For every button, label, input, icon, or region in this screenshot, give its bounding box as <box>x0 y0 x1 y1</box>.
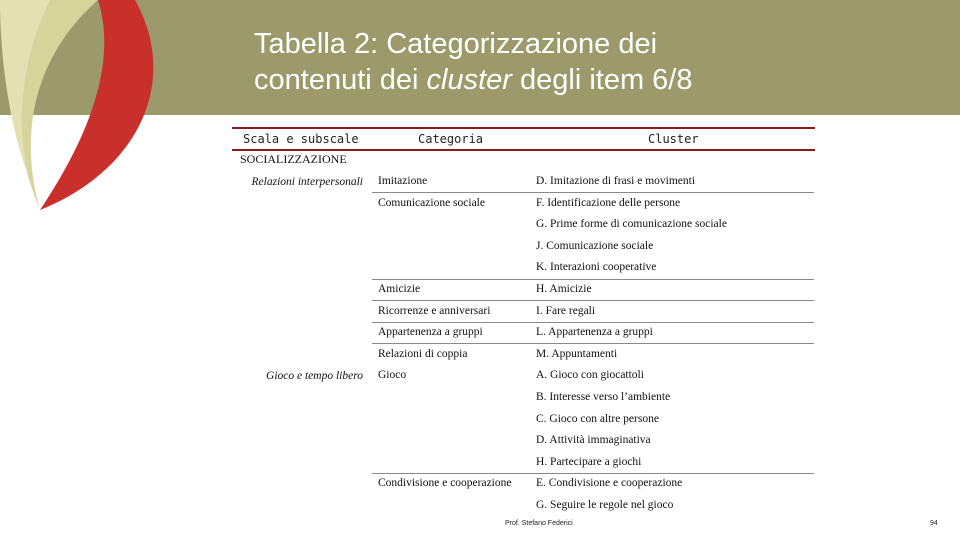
slide-title <box>254 26 692 98</box>
row-category: Relazioni di coppia <box>378 347 468 360</box>
row-category: Condivisione e cooperazione <box>378 477 512 490</box>
table-row <box>372 193 814 214</box>
table-row <box>372 214 814 235</box>
title-part-italic: cluster <box>426 64 512 96</box>
row-cluster: I. Fare regali <box>536 304 596 317</box>
table-row <box>372 171 814 192</box>
row-cluster: G. Prime forme di comunicazione sociale <box>536 218 727 231</box>
table-row <box>372 473 814 494</box>
row-cluster: E. Condivisione e cooperazione <box>536 477 683 490</box>
row-cluster: K. Interazioni cooperative <box>536 261 657 274</box>
subscale-gioco: Gioco e tempo libero <box>266 370 363 382</box>
footer-author: Prof. Stefano Federici <box>505 520 573 527</box>
row-cluster: D. Attività immaginativa <box>536 434 651 447</box>
row-cluster: H. Amicizie <box>536 283 592 295</box>
row-cluster: H. Partecipare a giochi <box>536 455 642 468</box>
title-line-2 <box>254 62 692 98</box>
header-category: Categoria <box>418 132 484 146</box>
header-cluster: Cluster <box>648 132 699 146</box>
table-top-rule <box>232 127 815 129</box>
row-cluster: A. Gioco con giocattoli <box>536 369 644 382</box>
table-row <box>372 495 814 516</box>
row-category: Appartenenza a gruppi <box>378 326 483 339</box>
title-line-1: Tabella 2: Categorizzazione dei <box>254 28 658 60</box>
row-cluster: B. Interesse verso l’ambiente <box>536 391 671 403</box>
row-category: Gioco <box>378 369 407 382</box>
table-row <box>372 279 814 300</box>
row-cluster: J. Comunicazione sociale <box>536 239 654 252</box>
table-row <box>372 301 814 322</box>
row-cluster: G. Seguire le regole nel gioco <box>536 499 674 511</box>
row-cluster: D. Imitazione di frasi e movimenti <box>536 175 696 187</box>
table-row <box>372 387 814 408</box>
table-row <box>372 430 814 451</box>
row-category: Comunicazione sociale <box>378 196 485 209</box>
row-cluster: M. Appuntamenti <box>536 347 618 360</box>
section-socializzazione: SOCIALIZZAZIONE <box>240 152 347 166</box>
table-row <box>372 257 814 278</box>
table-row <box>372 409 814 430</box>
title-part-post: degli item 6/8 <box>511 64 693 96</box>
row-category: Imitazione <box>378 175 428 187</box>
table-row <box>372 452 814 473</box>
header-scale: Scala e subscale <box>243 132 359 146</box>
page-number: 94 <box>930 520 938 527</box>
row-category: Ricorrenze e anniversari <box>378 304 491 317</box>
table-row <box>372 344 814 365</box>
table-row <box>372 322 814 343</box>
title-part-pre: contenuti dei <box>254 64 427 96</box>
subscale-relazioni: Relazioni interpersonali <box>251 176 363 188</box>
table-row <box>372 365 814 386</box>
row-cluster: C. Gioco con altre persone <box>536 412 659 425</box>
row-category: Amicizie <box>378 283 421 295</box>
decorative-swoosh <box>0 0 240 220</box>
row-cluster: L. Appartenenza a gruppi <box>536 326 653 339</box>
table-header-rule <box>232 149 815 151</box>
row-cluster: F. Identificazione delle persone <box>536 196 681 209</box>
table-row <box>372 236 814 257</box>
